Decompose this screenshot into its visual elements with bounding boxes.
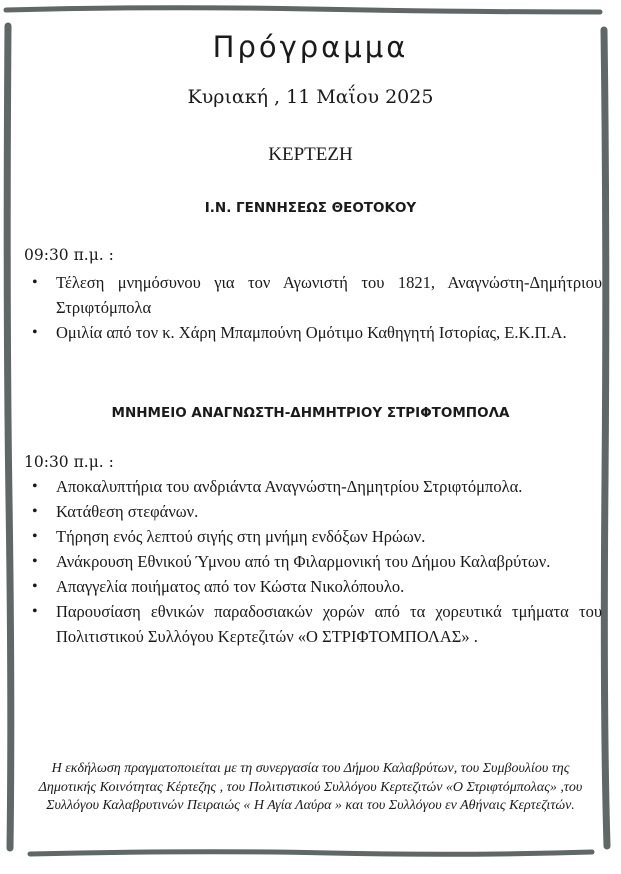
section-time-church: 09:30 π.μ. : [24, 246, 114, 264]
church-event-list [24, 270, 602, 345]
footer-note: Η εκδήλωση πραγματοποιείται με τη συνεργασία του Δήμου Καλαβρύτων, του Συμβουλίου της Δημοτικής Κοινότητας Κέρτεζης , του Πολιτιστικού Συλλόγου Κερτεζιτών «Ο Στριφτόμπολας» ,του Συλλόγου Καλαβρυτινών Πειραιώς « Η Αγία Λαύρα » και του Συλλόγου εν Αθήναις Κερτεζιτών. [38, 761, 583, 813]
list-item: • Τήρηση ενός λεπτού σιγής στη μνήμη ενδόξων Ηρώων. [24, 524, 602, 549]
list-item: • Παρουσίαση εθνικών παραδοσιακών χορών από τα χορευτικά τμήματα του Πολιτιστικού Συλλόγου Κερτεζιτών «Ο ΣΤΡΙΦΤΟΜΠΟΛΑΣ» . [24, 599, 602, 649]
section-time-monument: 10:30 π.μ. : [24, 453, 114, 471]
village-name: ΚΕΡΤΕΖΗ [268, 144, 353, 165]
monument-event-list [24, 474, 602, 649]
list-item: • Ομιλία από τον κ. Χάρη Μπαμπούνη Ομότιμο Καθηγητή Ιστορίας, Ε.Κ.Π.Α. [24, 320, 602, 345]
list-item: • Απαγγελία ποιήματος από τον Κώστα Νικολόπουλο. [24, 574, 602, 599]
section-heading-monument: ΜΝΗΜΕΙΟ ΑΝΑΓΝΩΣΤΗ-ΔΗΜΗΤΡΙΟΥ ΣΤΡΙΦΤΟΜΠΟΛΑ [111, 405, 510, 421]
list-item: • Τέλεση μνημόσυνου για τον Αγωνιστή του 1821, Αναγνώστη-Δημήτριου Στριφτόμπολα [24, 270, 602, 320]
list-item: • Ανάκρουση Εθνικού Ύμνου από τη Φιλαρμονική του Δήμου Καλαβρύτων. [24, 549, 602, 574]
list-item: • Κατάθεση στεφάνων. [24, 499, 602, 524]
list-item: • Αποκαλυπτήρια του ανδριάντα Αναγνώστη-Δημητρίου Στριφτόμπολα. [24, 474, 602, 499]
page-title: Πρόγραμμα [212, 30, 409, 64]
section-heading-church: Ι.Ν. ΓΕΝΝΗΣΕΩΣ ΘΕΟΤΟΚΟΥ [204, 200, 417, 216]
event-date: Κυριακή , 11 Μαΐου 2025 [187, 86, 434, 108]
